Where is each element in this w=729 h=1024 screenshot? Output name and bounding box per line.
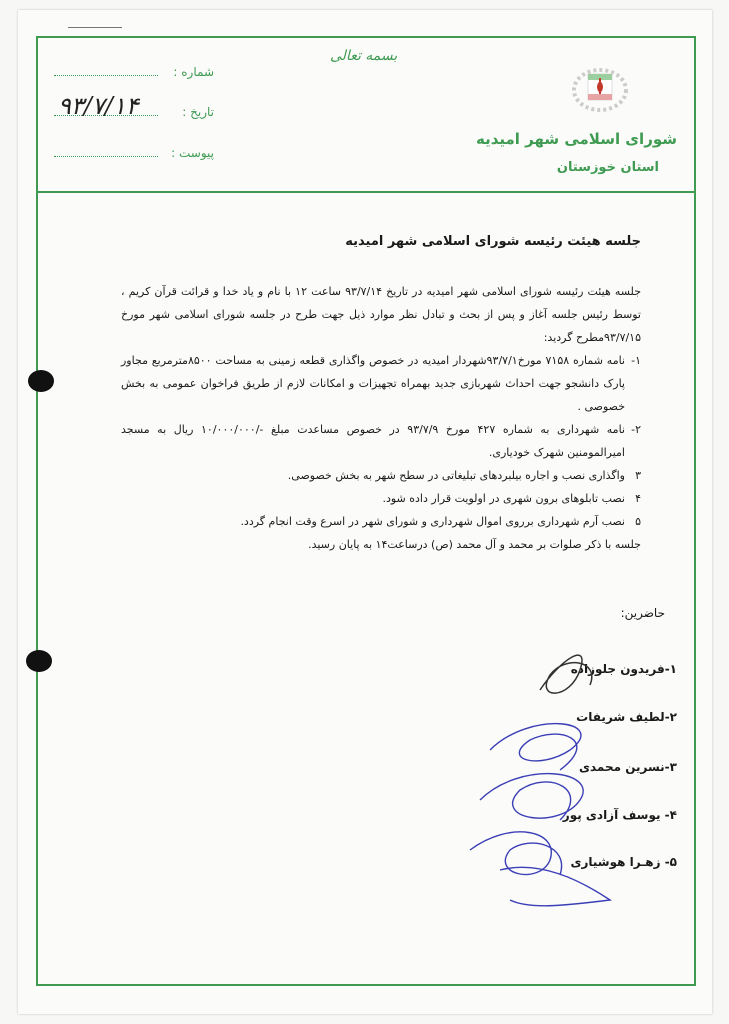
- header-divider: [36, 191, 696, 193]
- signature-1: [540, 655, 592, 693]
- punch-hole-icon: [28, 370, 54, 392]
- item-text: واگذاری نصب و اجاره بیلبردهای تبلیغاتی در سطح شهر به بخش خصوصی.: [287, 469, 625, 482]
- signature-4: [470, 832, 562, 875]
- document-body: [121, 280, 641, 556]
- item-number: ۴: [635, 492, 641, 505]
- item-number: ۵: [635, 515, 641, 528]
- number-label: شماره :: [173, 65, 214, 79]
- signature-3: [480, 774, 583, 820]
- attendee-name: ۵- زهـرا هوشیاری: [570, 855, 677, 869]
- attachment-field: [54, 146, 214, 160]
- attendee-name: ۲-لطیف شریفات: [576, 710, 677, 724]
- item-text: نامه شهرداری به شماره ۴۲۷ مورخ ۹۳/۷/۹ در خصوص مساعدت مبلغ -/۱۰/۰۰۰/۰۰۰ ریال به مسجد امیرالمومنین شهرک خودیاری.: [121, 423, 625, 459]
- bismillah-heading: بسمه تعالی: [330, 48, 398, 64]
- attendee-name: ۱-فریدون جلوزاده: [570, 662, 677, 676]
- punch-hole-icon: [26, 650, 52, 672]
- attendee-name: ۴- یوسف آزادی پور: [562, 808, 677, 822]
- attachment-label: پیوست :: [171, 146, 214, 160]
- organization-name: شورای اسلامی شهر امیدیه: [475, 130, 677, 148]
- intro-paragraph: جلسه هیئت رئیسه شورای اسلامی شهر امیدیه در تاریخ ۹۳/۷/۱۴ ساعت ۱۲ با نام و یاد خدا و قرائت قرآن کریم ، توسط رئیس جلسه آغاز و پس از بحث و تبادل نظر موارد ذیل جهت طرح در جلسه شورای اسلامی شهر مورخ ۹۳/۷/۱۵مطرح گردید:: [121, 285, 641, 344]
- pen-mark: [68, 27, 122, 31]
- item-text: نصب تابلوهای برون شهری در اولویت قرار داده شود.: [382, 492, 625, 505]
- number-field: [54, 65, 214, 79]
- list-item: [121, 510, 641, 533]
- document-title: جلسه هیئت رئیسه شورای اسلامی شهر امیدیه: [345, 234, 641, 249]
- dotted-line: [54, 75, 158, 76]
- iran-emblem-icon: [570, 60, 630, 116]
- date-value: ۹۳/۷/۱۴: [58, 92, 139, 120]
- closing-paragraph: جلسه با ذکر صلوات بر محمد و آل محمد (ص) درساعت۱۴ به پایان رسید.: [308, 538, 641, 551]
- list-item: [121, 464, 641, 487]
- item-number: ۱-: [631, 354, 641, 367]
- signature-2: [490, 724, 581, 770]
- attendees-heading: حاضرین:: [620, 606, 665, 620]
- attendee-name: ۳-نسرین محمدی: [578, 760, 677, 774]
- item-text: نصب آرم شهرداری برروی اموال شهرداری و شورای شهر در اسرع وقت انجام گردد.: [240, 515, 625, 528]
- item-number: ۳: [635, 469, 641, 482]
- list-item: [121, 349, 641, 418]
- list-item: [121, 487, 641, 510]
- item-text: نامه شماره ۷۱۵۸ مورخ۹۳/۷/۱شهردار امیدیه در خصوص واگذاری قطعه زمینی به مساحت ۸۵۰۰مترمربع مجاور پارک دانشجو جهت احداث شهربازی جدید بهمراه تجهیزات و امکانات لازم از طریق فراخوان عمومی به بخش خصوصی .: [121, 354, 625, 413]
- list-item: [121, 418, 641, 464]
- signatures: [440, 630, 630, 920]
- dotted-line: [54, 156, 158, 157]
- date-label: تاریخ :: [182, 105, 214, 119]
- province-name: استان خوزستان: [556, 160, 659, 175]
- item-number: ۲-: [631, 423, 641, 436]
